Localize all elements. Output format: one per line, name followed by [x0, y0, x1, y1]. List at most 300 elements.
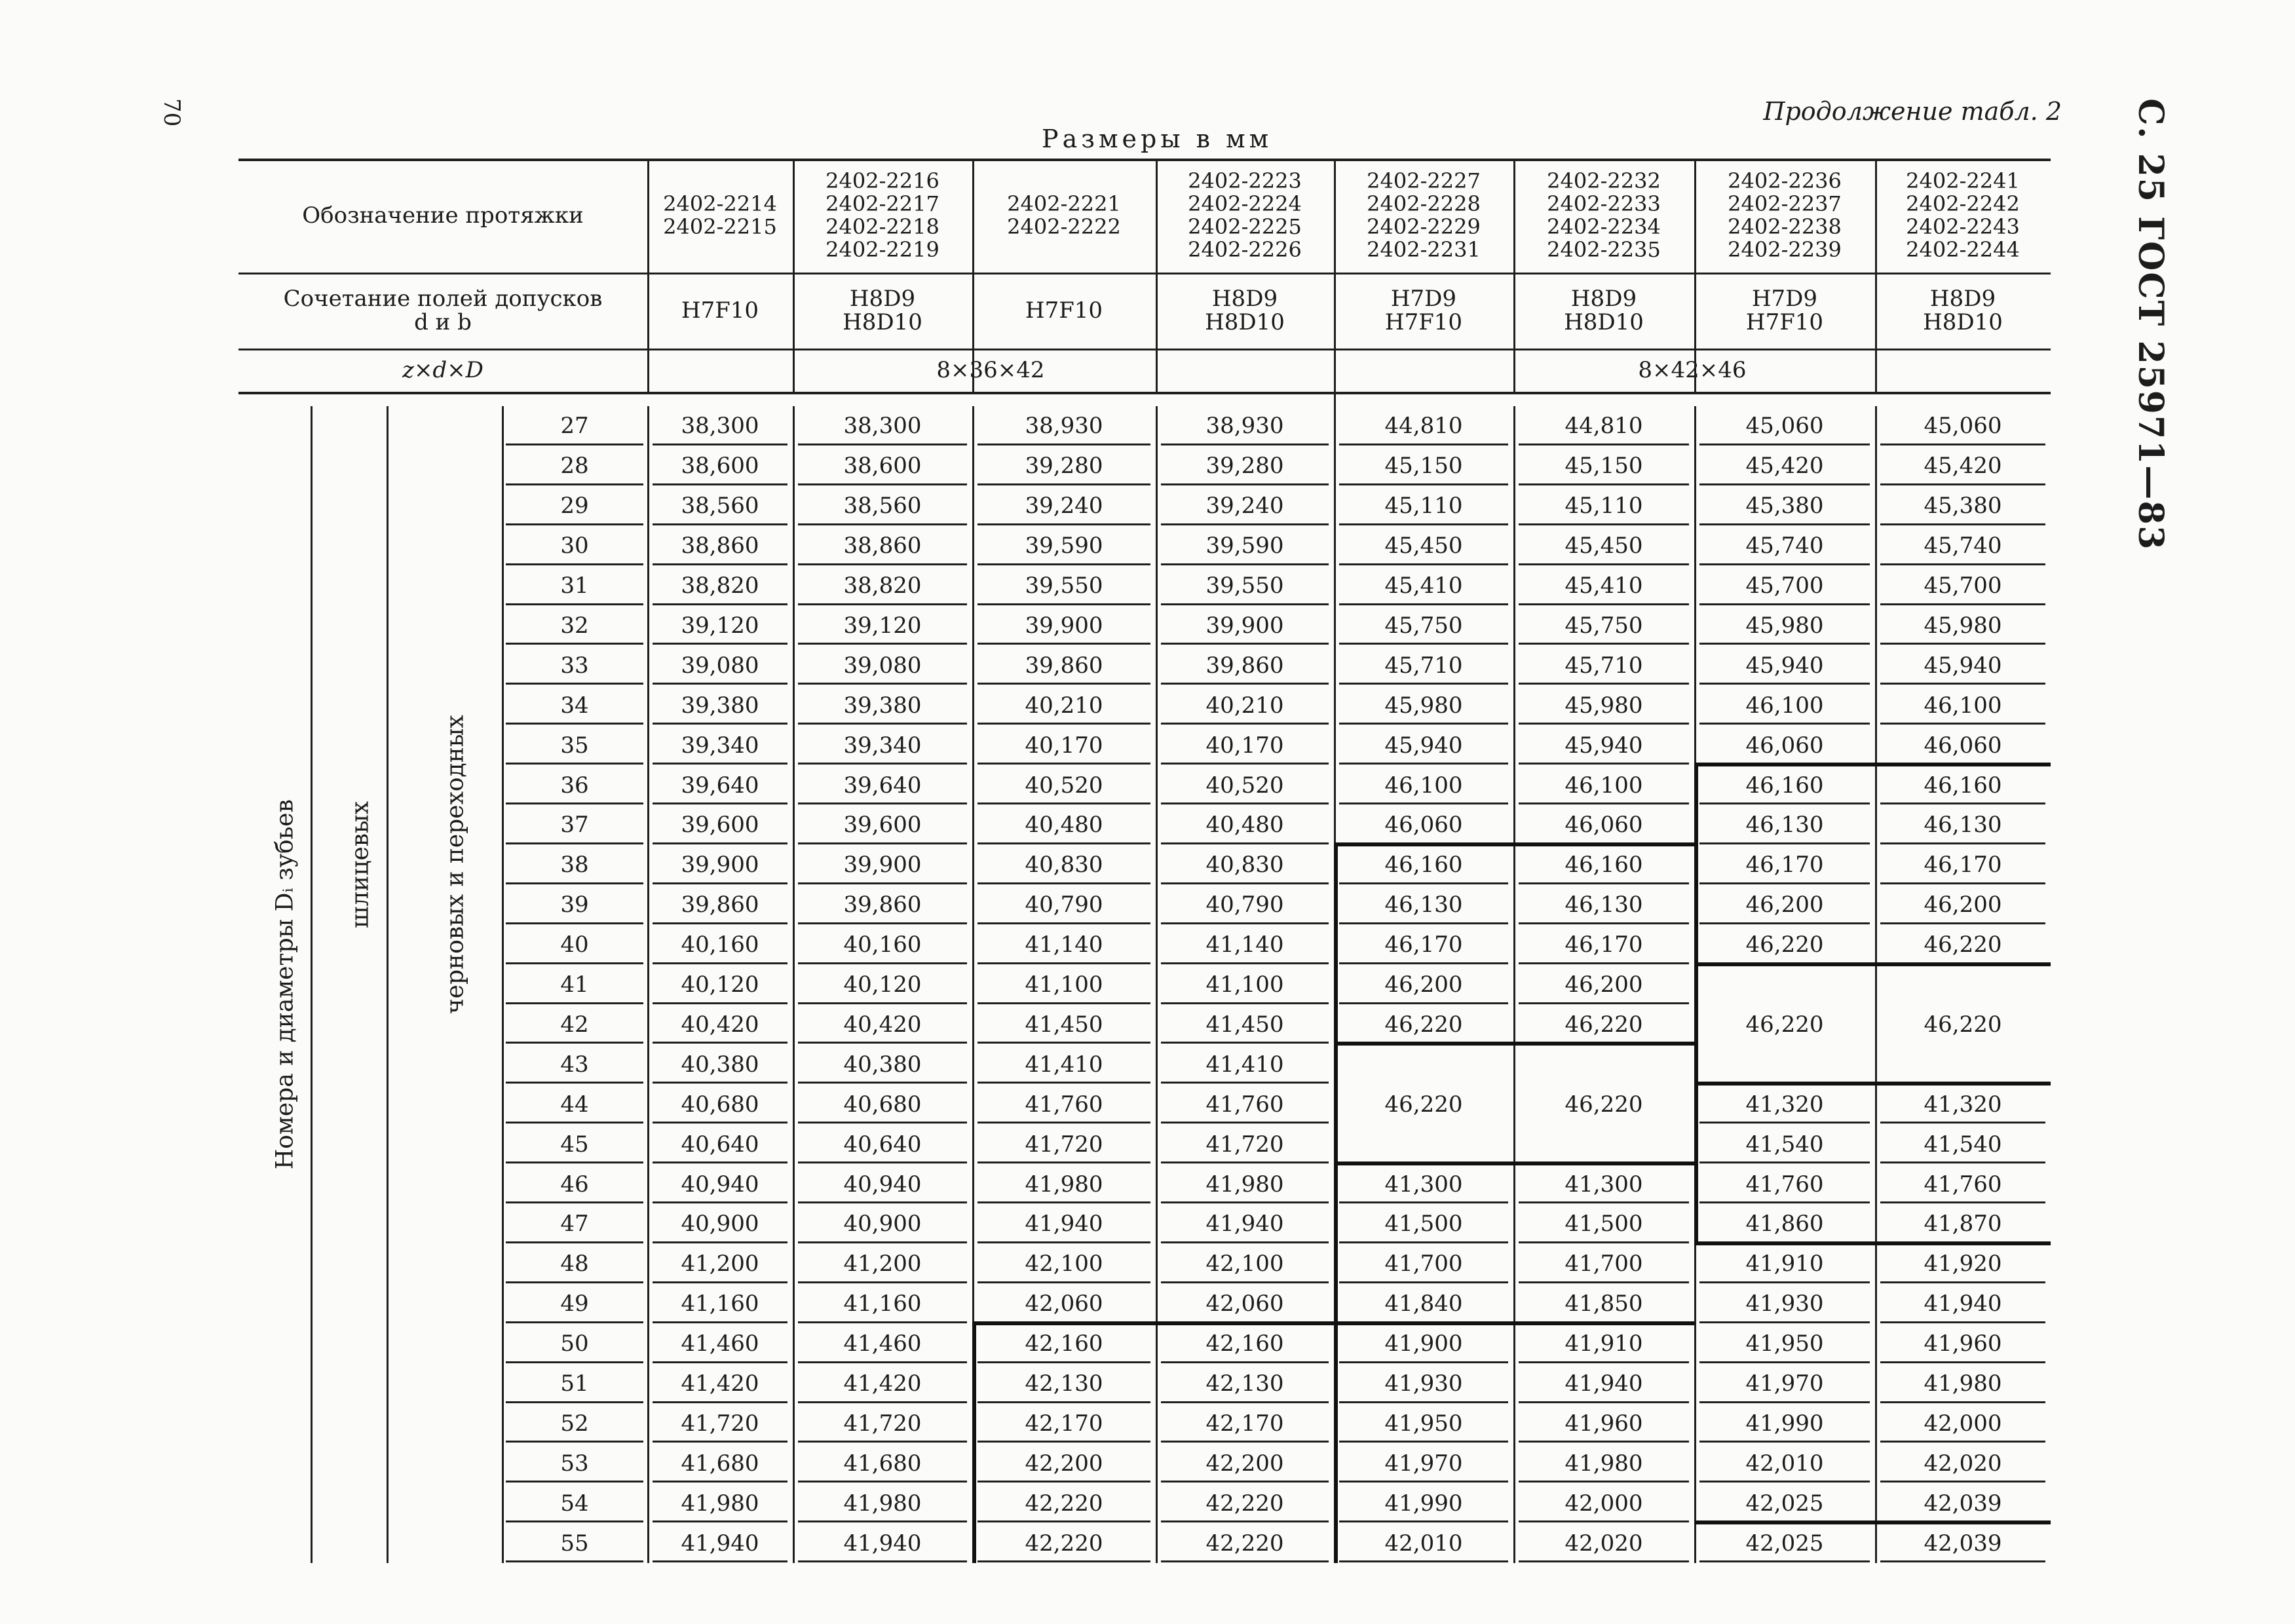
value-cell: 45,980 [1565, 692, 1643, 719]
value-cell: 40,830 [1205, 852, 1284, 878]
rule-h [1339, 1241, 1508, 1243]
value-cell: 46,200 [1384, 972, 1463, 998]
rule-h [977, 962, 1150, 964]
row-number: 42 [560, 1011, 589, 1038]
rule-h [798, 1241, 967, 1243]
rule-h [1880, 1401, 2045, 1403]
value-cell: 40,210 [1205, 692, 1284, 719]
rule-h [1880, 803, 2045, 804]
value-cell: 39,280 [1205, 453, 1284, 480]
rule-h [798, 683, 967, 685]
value-cell: 42,039 [1924, 1490, 2002, 1517]
rule-h [798, 1002, 967, 1004]
rule-h [1334, 1042, 1694, 1046]
rule-h [653, 1401, 787, 1403]
row-number: 31 [560, 573, 589, 599]
rule-h [1519, 1520, 1689, 1522]
value-cell: 45,060 [1745, 413, 1824, 440]
rule-h [977, 444, 1150, 445]
rule-h [798, 1042, 967, 1044]
rule-h [653, 1441, 787, 1443]
value-cell: 46,200 [1745, 892, 1824, 918]
rule-h [653, 1161, 787, 1163]
rule-h [1339, 683, 1508, 685]
row-number: 40 [560, 932, 589, 958]
value-cell: 46,220 [1924, 932, 2002, 958]
merged-value-cell: 46,220 [1924, 1011, 2002, 1038]
value-cell: 46,170 [1924, 852, 2002, 878]
value-cell: 42,220 [1205, 1530, 1284, 1557]
value-cell: 40,940 [681, 1171, 759, 1198]
rule-h [1880, 1441, 2045, 1443]
rule-h [653, 603, 787, 605]
row-number: 55 [560, 1530, 589, 1557]
value-cell: 41,950 [1384, 1410, 1463, 1437]
rule-h [506, 1122, 643, 1124]
rule-v [1334, 845, 1338, 1045]
value-cell: 41,990 [1745, 1410, 1824, 1437]
rule-h [1699, 922, 1870, 924]
value-cell: 46,220 [1745, 932, 1824, 958]
value-cell: 45,150 [1384, 453, 1463, 480]
value-cell: 39,080 [681, 652, 759, 679]
row-number: 29 [560, 493, 589, 519]
rule-h [1161, 1281, 1329, 1283]
value-cell: 40,520 [1205, 772, 1284, 799]
rule-h [1339, 1002, 1508, 1004]
rule-h [1880, 1481, 2045, 1482]
rule-h [1699, 1281, 1870, 1283]
value-cell: 40,900 [681, 1211, 759, 1237]
rule-h [1161, 842, 1329, 844]
rule-h [1334, 1161, 1694, 1165]
value-cell: 40,480 [1205, 812, 1284, 839]
value-cell: 40,790 [1205, 892, 1284, 918]
rule-h [798, 483, 967, 485]
value-cell: 46,060 [1745, 732, 1824, 759]
rule-h [1519, 723, 1689, 725]
rule-h [506, 1241, 643, 1243]
rule-h [1519, 523, 1689, 525]
row-number: 49 [560, 1291, 589, 1317]
rule-h [977, 1122, 1150, 1124]
rule-h [977, 1401, 1150, 1403]
value-cell: 41,540 [1745, 1131, 1824, 1158]
rule-h [506, 1560, 643, 1562]
rule-h [1699, 882, 1870, 884]
value-cell: 45,380 [1745, 493, 1824, 519]
rule-h [1519, 1441, 1689, 1443]
value-cell: 45,410 [1565, 573, 1643, 599]
rule-h [653, 563, 787, 565]
rule-h [977, 1082, 1150, 1084]
designation-cell: 2402-2236 2402-2237 2402-2238 2402-2239 [1728, 168, 1842, 262]
value-cell: 40,640 [843, 1131, 922, 1158]
value-cell: 46,170 [1745, 852, 1824, 878]
row-number: 41 [560, 972, 589, 998]
rule-h [1161, 962, 1329, 964]
rule-h [653, 683, 787, 685]
rule-h [506, 842, 643, 844]
value-cell: 38,300 [681, 413, 759, 440]
value-cell: 45,420 [1745, 453, 1824, 480]
row-number: 50 [560, 1331, 589, 1357]
row-number: 38 [560, 852, 589, 878]
rule-h [798, 763, 967, 765]
rule-h [1699, 444, 1870, 445]
value-cell: 41,680 [681, 1450, 759, 1477]
value-cell: 41,700 [1565, 1251, 1643, 1277]
rule-h [977, 483, 1150, 485]
value-cell: 42,160 [1205, 1331, 1284, 1357]
rule-h [798, 803, 967, 804]
value-cell: 41,140 [1025, 932, 1103, 958]
rule-h [1699, 603, 1870, 605]
value-cell: 39,860 [1025, 652, 1103, 679]
value-cell: 38,300 [843, 413, 922, 440]
value-cell: 41,980 [1565, 1450, 1643, 1477]
value-cell: 38,820 [843, 573, 922, 599]
designation-cell: 2402-2223 2402-2224 2402-2225 2402-2226 [1188, 168, 1302, 262]
rule-h [977, 1241, 1150, 1243]
rule-h [798, 723, 967, 725]
value-cell: 41,160 [843, 1291, 922, 1317]
teeth-group-label: Номера и диаметры Dᵢ зубьев [271, 799, 299, 1170]
value-cell: 41,100 [1205, 972, 1284, 998]
value-cell: 41,960 [1924, 1331, 2002, 1357]
standard-label: С. 25 ГОСТ 25971—83 [2131, 98, 2171, 551]
row-number: 45 [560, 1131, 589, 1158]
value-cell: 45,980 [1384, 692, 1463, 719]
rule-h [653, 1520, 787, 1522]
rule-h [1880, 1161, 2045, 1163]
value-cell: 46,100 [1384, 772, 1463, 799]
value-cell: 46,130 [1924, 812, 2002, 839]
value-cell: 39,120 [681, 612, 759, 639]
value-cell: 40,520 [1025, 772, 1103, 799]
rule-h [1694, 962, 2051, 966]
value-cell: 42,020 [1565, 1530, 1643, 1557]
value-cell: 45,060 [1924, 413, 2002, 440]
rule-v [1694, 965, 1698, 1085]
rule-h [1699, 1122, 1870, 1124]
value-cell: 39,600 [843, 812, 922, 839]
rule-h [238, 392, 2051, 394]
value-cell: 44,810 [1565, 413, 1643, 440]
value-cell: 42,130 [1205, 1370, 1284, 1397]
rule-h [798, 1361, 967, 1363]
value-cell: 45,710 [1565, 652, 1643, 679]
rule-h [1339, 483, 1508, 485]
rule-h [506, 603, 643, 605]
value-cell: 45,410 [1384, 573, 1463, 599]
value-cell: 46,100 [1565, 772, 1643, 799]
rule-h [977, 603, 1150, 605]
rule-v [311, 406, 313, 1563]
value-cell: 41,920 [1924, 1251, 2002, 1277]
rule-h [1519, 803, 1689, 804]
rule-h [1699, 643, 1870, 645]
value-cell: 41,500 [1565, 1211, 1643, 1237]
value-cell: 41,970 [1384, 1450, 1463, 1477]
rule-h [1161, 1520, 1329, 1522]
value-cell: 38,820 [681, 573, 759, 599]
rule-h [977, 563, 1150, 565]
rule-h [798, 603, 967, 605]
rule-h [506, 683, 643, 685]
value-cell: 42,130 [1025, 1370, 1103, 1397]
value-cell: 39,550 [1205, 573, 1284, 599]
row-number: 54 [560, 1490, 589, 1517]
rule-h [1694, 1241, 2051, 1245]
rule-h [506, 1441, 643, 1443]
value-cell: 42,220 [1205, 1490, 1284, 1517]
rule-h [653, 1241, 787, 1243]
value-cell: 41,320 [1745, 1091, 1824, 1118]
value-cell: 45,380 [1924, 493, 2002, 519]
value-cell: 45,700 [1745, 573, 1824, 599]
rule-h [798, 1560, 967, 1562]
rule-h [506, 1281, 643, 1283]
rule-v [1156, 406, 1158, 1563]
zdD-header: z×d×D [402, 357, 484, 383]
value-cell: 41,720 [1205, 1131, 1284, 1158]
value-cell: 41,200 [681, 1251, 759, 1277]
value-cell: 46,060 [1565, 812, 1643, 839]
rule-h [798, 444, 967, 445]
rule-h [1880, 603, 2045, 605]
value-cell: 41,140 [1205, 932, 1284, 958]
rule-h [1161, 1361, 1329, 1363]
value-cell: 40,640 [681, 1131, 759, 1158]
rule-h [798, 1161, 967, 1163]
value-cell: 39,380 [681, 692, 759, 719]
rule-h [1519, 882, 1689, 884]
rule-h [653, 523, 787, 525]
value-cell: 41,760 [1745, 1171, 1824, 1198]
rule-h [653, 1002, 787, 1004]
rule-h [1699, 1361, 1870, 1363]
designation-cell: 2402-2241 2402-2242 2402-2243 2402-2244 [1906, 168, 2020, 262]
rule-h [653, 1560, 787, 1562]
rule-h [653, 1481, 787, 1482]
rule-h [1161, 922, 1329, 924]
value-cell: 46,220 [1384, 1011, 1463, 1038]
value-cell: 46,060 [1924, 732, 2002, 759]
rule-h [653, 1281, 787, 1283]
rule-h [798, 922, 967, 924]
rule-h [977, 1361, 1150, 1363]
value-cell: 40,120 [843, 972, 922, 998]
rule-h [653, 643, 787, 645]
rule-h [1699, 1560, 1870, 1562]
value-cell: 39,280 [1025, 453, 1103, 480]
rule-h [653, 803, 787, 804]
rule-v [1513, 406, 1515, 1563]
rule-h [1880, 1281, 2045, 1283]
rule-h [977, 683, 1150, 685]
value-cell: 46,100 [1924, 692, 2002, 719]
rule-h [1339, 1281, 1508, 1283]
value-cell: 39,590 [1025, 533, 1103, 559]
rule-h [1519, 962, 1689, 964]
value-cell: 39,900 [1205, 612, 1284, 639]
value-cell: 42,220 [1025, 1490, 1103, 1517]
value-cell: 41,760 [1924, 1171, 2002, 1198]
value-cell: 39,640 [681, 772, 759, 799]
rule-h [1161, 1042, 1329, 1044]
value-cell: 46,160 [1384, 852, 1463, 878]
rule-h [1880, 523, 2045, 525]
rule-h [1699, 842, 1870, 844]
value-cell: 41,930 [1384, 1370, 1463, 1397]
rule-h [798, 1441, 967, 1443]
tolerance-cell: H7D9 H7F10 [1745, 286, 1824, 335]
rule-h [1880, 563, 2045, 565]
tolerance-cell: H8D9 H8D10 [843, 286, 922, 335]
value-cell: 41,860 [1745, 1211, 1824, 1237]
rule-h [1161, 1082, 1329, 1084]
row-number: 53 [560, 1450, 589, 1477]
value-cell: 45,450 [1384, 533, 1463, 559]
value-cell: 41,500 [1384, 1211, 1463, 1237]
row-number: 35 [560, 732, 589, 759]
rule-h [798, 1201, 967, 1203]
value-cell: 39,640 [843, 772, 922, 799]
value-cell: 45,940 [1384, 732, 1463, 759]
rule-h [1161, 1241, 1329, 1243]
rule-v [1334, 1044, 1338, 1164]
value-cell: 45,750 [1384, 612, 1463, 639]
value-cell: 41,680 [843, 1450, 922, 1477]
value-cell: 39,240 [1025, 493, 1103, 519]
rule-h [653, 1122, 787, 1124]
value-cell: 40,120 [681, 972, 759, 998]
rule-h [1339, 803, 1508, 804]
rule-h [1699, 1401, 1870, 1403]
rule-h [506, 1082, 643, 1084]
row-number: 37 [560, 812, 589, 839]
rule-h [977, 882, 1150, 884]
value-cell: 45,740 [1924, 533, 2002, 559]
rule-h [1161, 643, 1329, 645]
value-cell: 40,380 [681, 1051, 759, 1078]
rule-h [1519, 444, 1689, 445]
value-cell: 40,830 [1025, 852, 1103, 878]
rule-v [793, 406, 795, 1563]
header-note: Продолжение табл. 2 [1763, 97, 2062, 126]
zdD-value-1: 8×36×42 [936, 357, 1045, 383]
rule-h [653, 1201, 787, 1203]
rule-h [798, 962, 967, 964]
rule-h [653, 763, 787, 765]
row-number: 47 [560, 1211, 589, 1237]
value-cell: 40,420 [843, 1011, 922, 1038]
value-cell: 42,170 [1025, 1410, 1103, 1437]
rule-h [1519, 763, 1689, 765]
rule-h [1161, 1560, 1329, 1562]
tolerance-cell: H7F10 [681, 297, 759, 324]
value-cell: 45,700 [1924, 573, 2002, 599]
rule-h [1880, 483, 2045, 485]
rule-h [977, 922, 1150, 924]
rule-h [506, 563, 643, 565]
value-cell: 41,410 [1025, 1051, 1103, 1078]
tolerance-cell: H8D9 H8D10 [1923, 286, 2003, 335]
value-cell: 38,930 [1025, 413, 1103, 440]
rule-h [1519, 1401, 1689, 1403]
value-cell: 39,380 [843, 692, 922, 719]
rule-h [1519, 563, 1689, 565]
value-cell: 41,160 [681, 1291, 759, 1317]
rule-h [653, 1042, 787, 1044]
rule-h [1161, 563, 1329, 565]
rule-h [977, 1161, 1150, 1163]
rule-h [1694, 763, 2051, 766]
value-cell: 41,320 [1924, 1091, 2002, 1118]
value-cell: 40,160 [843, 932, 922, 958]
rule-h [977, 763, 1150, 765]
value-cell: 41,420 [681, 1370, 759, 1397]
value-cell: 41,940 [1025, 1211, 1103, 1237]
rule-h [1519, 1201, 1689, 1203]
value-cell: 46,170 [1565, 932, 1643, 958]
designation-cell: 2402-2221 2402-2222 [1007, 191, 1121, 239]
rule-h [798, 643, 967, 645]
value-cell: 40,900 [843, 1211, 922, 1237]
value-cell: 46,130 [1384, 892, 1463, 918]
value-cell: 39,080 [843, 652, 922, 679]
rule-h [977, 723, 1150, 725]
designation-header: Обозначение протяжки [302, 202, 584, 229]
rule-h [506, 483, 643, 485]
rule-h [798, 1520, 967, 1522]
row-number: 34 [560, 692, 589, 719]
rule-h [506, 803, 643, 804]
rule-h [1161, 1481, 1329, 1482]
rule-h [1519, 1560, 1689, 1562]
value-cell: 45,110 [1565, 493, 1643, 519]
rule-v [387, 406, 389, 1563]
rule-h [972, 1321, 1334, 1325]
zdD-value-2: 8×42×46 [1638, 357, 1747, 383]
value-cell: 45,940 [1924, 652, 2002, 679]
value-cell: 42,170 [1205, 1410, 1284, 1437]
value-cell: 46,170 [1384, 932, 1463, 958]
rule-h [1339, 1401, 1508, 1403]
rule-h [1880, 1122, 2045, 1124]
rule-h [1339, 1560, 1508, 1562]
rule-h [1699, 1161, 1870, 1163]
row-number: 33 [560, 652, 589, 679]
rule-h [1161, 683, 1329, 685]
rule-h [1339, 1481, 1508, 1482]
rule-h [977, 1201, 1150, 1203]
rule-h [506, 962, 643, 964]
rule-h [1339, 603, 1508, 605]
rule-h [1161, 803, 1329, 804]
rule-v [1334, 1164, 1338, 1563]
value-cell: 41,940 [1205, 1211, 1284, 1237]
rule-h [1161, 763, 1329, 765]
value-cell: 40,680 [843, 1091, 922, 1118]
rule-h [977, 1002, 1150, 1004]
rule-h [1334, 1321, 1694, 1325]
rule-h [798, 1481, 967, 1482]
value-cell: 42,100 [1025, 1251, 1103, 1277]
rule-h [1699, 1201, 1870, 1203]
rule-h [1161, 444, 1329, 445]
